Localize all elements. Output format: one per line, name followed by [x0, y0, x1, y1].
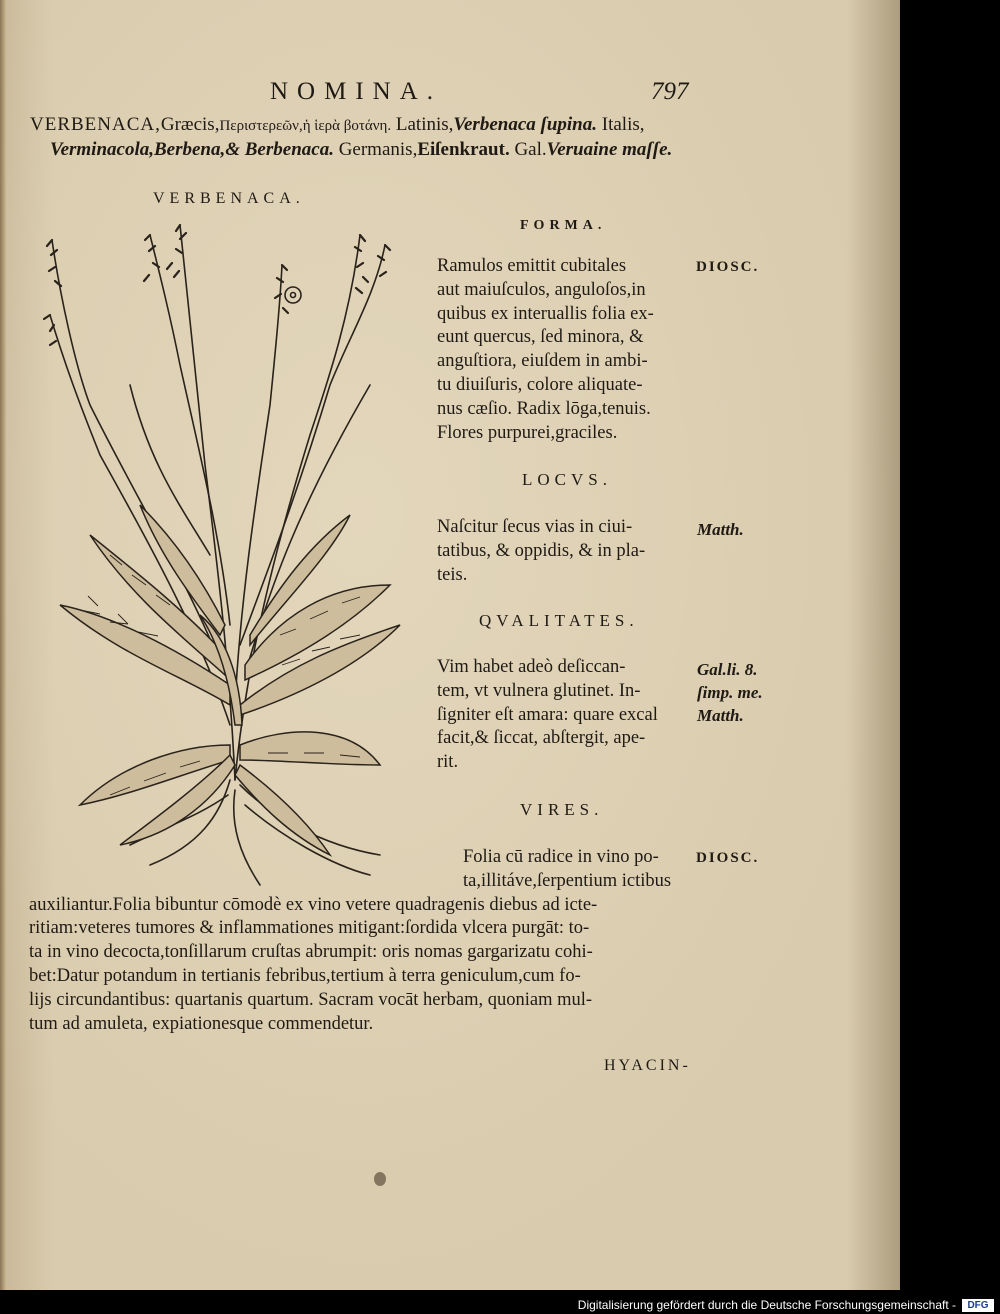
- french-label: Gal.: [509, 139, 547, 160]
- margin-note-diosc: DIOSC.: [696, 850, 760, 866]
- dfg-logo[interactable]: DFG: [962, 1299, 994, 1312]
- italian-names: Verminacola,Berbena,& Berbenaca.: [50, 139, 334, 160]
- text-line: eunt quercus, ſed minora, &: [437, 327, 644, 348]
- section-text-forma: [437, 255, 654, 445]
- text-line: teis.: [437, 564, 468, 585]
- section-heading-vires: VIRES.: [520, 800, 604, 819]
- margin-note-diosc: DIOSC.: [696, 259, 760, 275]
- text-line: aut maiuſculos, anguloſos,in: [437, 279, 646, 300]
- footer-bar: [0, 1298, 1000, 1314]
- text-line: Flores purpurei,graciles.: [437, 422, 618, 443]
- catchword: HYACIN-: [604, 1057, 691, 1074]
- figure-title: VERBENACA.: [153, 190, 305, 207]
- text-line: tum ad amuleta, expiationesque commendetur.: [29, 1013, 374, 1034]
- text-line: Folia cū radice in vino po-: [463, 847, 659, 867]
- text-line: Naſcitur ſecus vias in ciui-: [437, 517, 633, 537]
- text-line: tatibus, & oppidis, & in pla-: [437, 540, 646, 561]
- text-line: facit,& ſiccat, abſtergit, ape-: [437, 728, 646, 749]
- margin-note-qualitates: [697, 658, 763, 727]
- names-line-2: [50, 139, 672, 161]
- running-head: NOMINA.: [270, 78, 443, 105]
- french-name: Veruaine maſſe.: [546, 139, 673, 160]
- section-heading-locus: LOCVS.: [522, 470, 612, 489]
- text-line: auxiliantur.Folia bibuntur cōmodè ex vino vetere quadragenis diebus ad icte-: [29, 894, 598, 915]
- margin-line: ſimp. me.: [697, 683, 763, 702]
- text-line: rit.: [437, 752, 459, 773]
- greek-name: Περιστερεῶν,ἡ ἱερὰ βοτάνη.: [219, 118, 392, 134]
- section-text-locus: [437, 516, 645, 587]
- text-line: ſigniter eſt amara: quare excal: [437, 704, 658, 725]
- latin-name: Verbenaca ſupina.: [453, 114, 597, 135]
- latin-label: Latinis,: [391, 114, 454, 135]
- text-line: nus cæſio. Radix lōga,tenuis.: [437, 398, 651, 419]
- margin-note-matth: Matth.: [697, 520, 744, 539]
- text-line: ritiam:veteres tumores & inflammationes mitigant:ſordida vlcera purgāt: to-: [29, 918, 590, 939]
- section-text-vires: [29, 846, 671, 1036]
- section-heading-qualitates: QVALITATES.: [479, 611, 639, 630]
- text-line: tem, vt vulnera glutinet. In-: [437, 680, 641, 701]
- text-line: ta,illitáve,ſerpentium ictibus: [463, 870, 672, 891]
- german-label: Germanis,: [333, 139, 418, 160]
- text-line: bet:Datur potandum in tertianis febribus,tertium à terra geniculum,cum fo-: [29, 965, 581, 986]
- text-line: Ramulos emittit cubitales: [437, 256, 627, 276]
- text-line: tu diuiſuris, colore aliquate-: [437, 374, 643, 395]
- german-name: Eiſenkraut.: [417, 139, 510, 160]
- italian-label: Italis,: [597, 114, 645, 135]
- verbena-woodcut-illustration: [30, 205, 410, 895]
- footer-credit: Digitalisierung gefördert durch die Deutsche Forschungsgemeinschaft -: [577, 1298, 956, 1312]
- text-line: lijs circundantibus: quartanis quartum. Sacram vocāt herbam, quoniam mul-: [29, 989, 593, 1010]
- section-heading-forma: FORMA.: [520, 218, 607, 233]
- text-line: quibus ex interuallis folia ex-: [437, 303, 654, 324]
- ink-stain: [374, 1172, 386, 1186]
- margin-line: Matth.: [697, 706, 744, 725]
- plant-name: VERBENACA,: [30, 114, 161, 135]
- page-number: 797: [651, 78, 689, 105]
- greek-label: Græcis,: [160, 114, 220, 135]
- section-text-qualitates: [437, 656, 658, 775]
- text-line: ta in vino decocta,tonſillarum cruſtas abrumpit: oris nomas gargarizatu cohi-: [29, 942, 593, 963]
- text-line: Vim habet adeò deſiccan-: [437, 657, 626, 677]
- text-line: anguſtiora, eiuſdem in ambi-: [437, 351, 648, 372]
- names-line-1: [30, 114, 645, 136]
- margin-line: Gal.li. 8.: [697, 660, 758, 679]
